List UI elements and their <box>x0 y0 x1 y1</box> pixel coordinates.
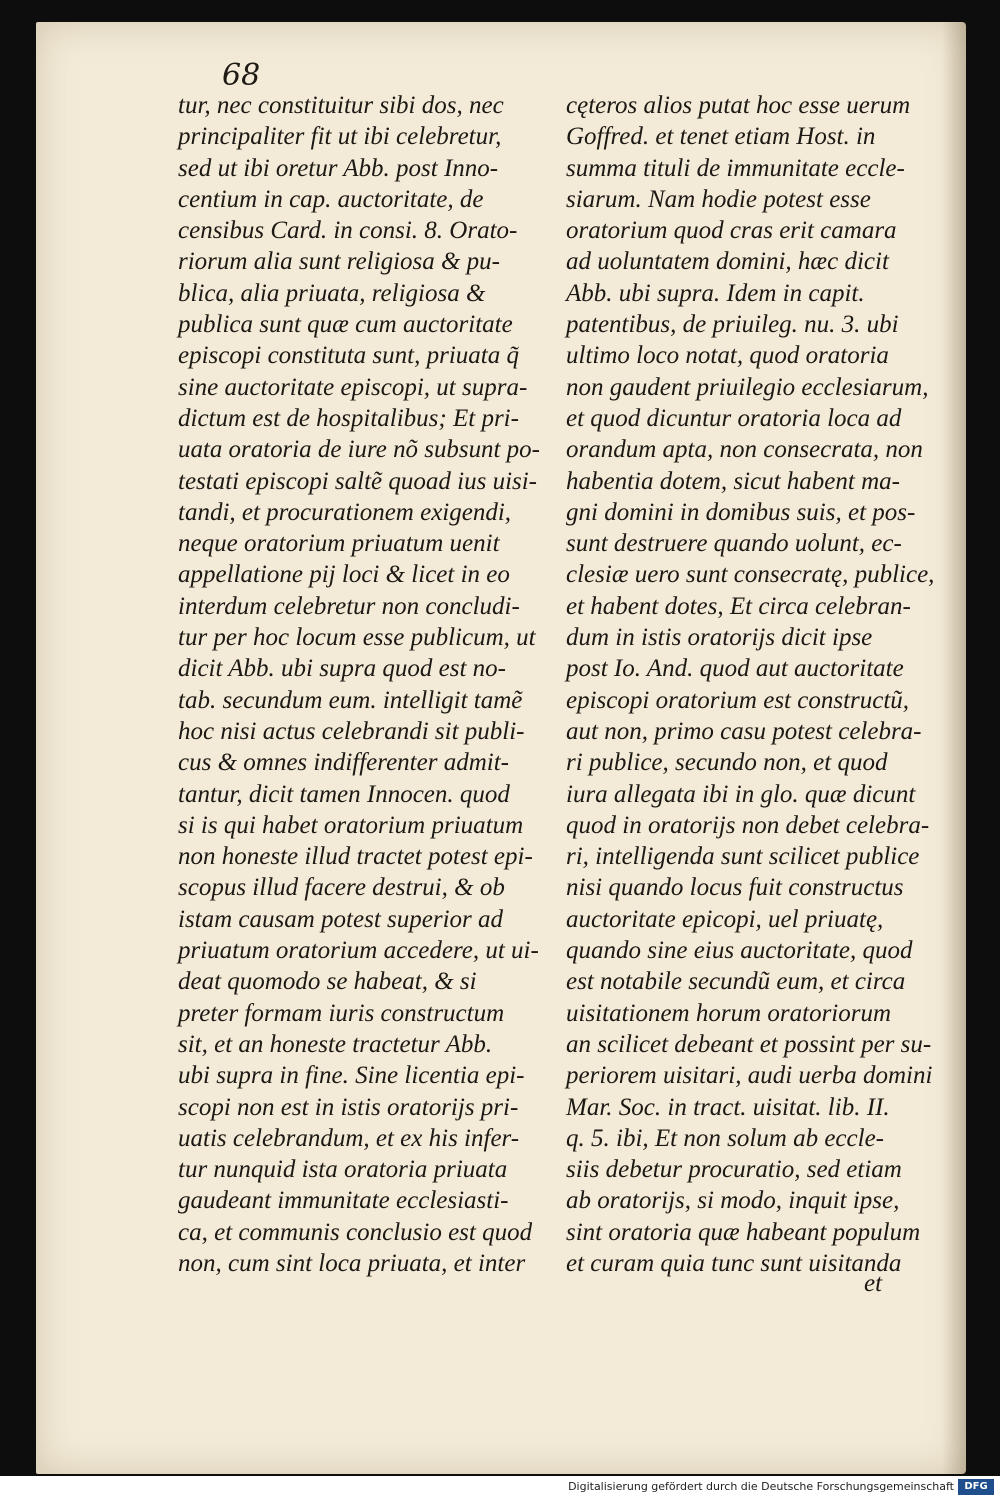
text-line: Mar. Soc. in tract. uisitat. lib. II. <box>566 1093 890 1121</box>
text-line: et curam quia tunc sunt uisitanda <box>566 1249 902 1277</box>
text-line: tab. secundum eum. intelligit tamẽ <box>178 686 523 714</box>
text-line: blica, alia priuata, religiosa & <box>178 279 486 307</box>
text-line: gaudeant immunitate ecclesiasti- <box>178 1187 509 1215</box>
text-line: iura allegata ibi in glo. quæ dicunt <box>566 780 916 808</box>
text-line: et habent dotes, Et circa celebran- <box>566 592 911 620</box>
dfg-logo: DFG <box>958 1479 994 1495</box>
text-line: deat quomodo se habeat, & si <box>178 968 477 996</box>
text-line: habentia dotem, sicut habent ma- <box>566 467 900 495</box>
text-line: ri publice, secundo non, et quod <box>566 749 888 777</box>
text-line: non gaudent priuilegio ecclesiarum, <box>566 373 929 401</box>
text-line: non honeste illud tractet potest epi- <box>178 843 533 871</box>
text-line: periorem uisitari, audi uerba domini <box>566 1062 933 1090</box>
text-line: patentibus, de priuileg. nu. 3. ubi <box>566 311 899 339</box>
text-line: principaliter fit ut ibi celebretur, <box>178 123 502 151</box>
text-line: nisi quando locus fuit constructus <box>566 874 904 902</box>
text-column-right <box>566 90 938 1279</box>
text-line: preter formam iuris constructum <box>178 999 505 1027</box>
text-line: aut non, primo casu potest celebra- <box>566 717 922 745</box>
text-line: scopus illud facere destrui, & ob <box>178 874 505 902</box>
book-page <box>36 22 966 1474</box>
text-line: neque oratorium priuatum uenit <box>178 530 500 558</box>
text-line: Goffred. et tenet etiam Host. in <box>566 123 876 151</box>
text-line: siarum. Nam hodie potest esse <box>566 185 871 213</box>
text-line: sine auctoritate episcopi, ut supra- <box>178 373 528 401</box>
text-line: si is qui habet oratorium priuatum <box>178 811 524 839</box>
text-line: episcopi constituta sunt, priuata q̃ <box>178 342 519 370</box>
text-line: clesiæ uero sunt consecratę, publice, <box>566 561 935 589</box>
text-line: cęteros alios putat hoc esse uerum <box>566 92 911 119</box>
footer-bar <box>0 1476 1000 1498</box>
text-line: hoc nisi actus celebrandi sit publi- <box>178 717 525 745</box>
text-line: an scilicet debeant et possint per su- <box>566 1030 932 1058</box>
text-line: sit, et an honeste tractetur Abb. <box>178 1030 493 1058</box>
page-edge-shadow <box>942 22 966 1474</box>
text-line: auctoritate epicopi, uel priuatę, <box>566 905 884 933</box>
text-line: uatis celebrandum, et ex his infer- <box>178 1124 520 1152</box>
text-line: cus & omnes indifferenter admit- <box>178 749 509 777</box>
text-line: priuatum oratorium accedere, ut ui- <box>178 937 539 965</box>
text-line: riorum alia sunt religiosa & pu- <box>178 248 501 276</box>
text-line: est notabile secundũ eum, et circa <box>566 968 906 996</box>
text-line: ca, et communis conclusio est quod <box>178 1218 533 1246</box>
text-line: uata oratoria de iure nõ subsunt po- <box>178 436 540 464</box>
text-line: ubi supra in fine. Sine licentia epi- <box>178 1062 525 1090</box>
text-line: dicit Abb. ubi supra quod est no- <box>178 655 507 683</box>
text-line: summa tituli de immunitate eccle- <box>566 154 905 182</box>
text-line: istam causam potest superior ad <box>178 905 503 933</box>
text-line: episcopi oratorium est constructũ, <box>566 686 910 714</box>
text-line: uisitationem horum oratoriorum <box>566 999 892 1027</box>
text-line: publica sunt quæ cum auctoritate <box>178 311 513 339</box>
text-line: non, cum sint loca priuata, et inter <box>178 1249 526 1277</box>
text-line: sint oratoria quæ habeant populum <box>566 1218 921 1246</box>
text-line: tur, nec constituitur sibi dos, nec <box>178 92 504 119</box>
text-line: sunt destruere quando uolunt, ec- <box>566 530 902 558</box>
text-line: appellatione pij loci & licet in eo <box>178 561 510 589</box>
text-line: post Io. And. quod aut auctoritate <box>566 655 904 683</box>
text-line: quod in oratorijs non debet celebra- <box>566 811 930 839</box>
text-line: ultimo loco notat, quod oratoria <box>566 342 889 370</box>
text-line: et quod dicuntur oratoria loca ad <box>566 404 902 432</box>
text-line: ab oratorijs, si modo, inquit ipse, <box>566 1187 900 1215</box>
catchword: et <box>864 1270 883 1297</box>
text-line: interdum celebretur non concludi- <box>178 592 520 620</box>
page-number: 68 <box>222 58 261 93</box>
text-line: dictum est de hospitalibus; Et pri- <box>178 404 519 432</box>
text-line: ri, intelligenda sunt scilicet publice <box>566 843 920 871</box>
text-line: dum in istis oratorijs dicit ipse <box>566 624 873 652</box>
text-line: ad uoluntatem domini, hæc dicit <box>566 248 889 276</box>
text-line: censibus Card. in consi. 8. Orato- <box>178 217 518 245</box>
text-line: tandi, et procurationem exigendi, <box>178 498 512 526</box>
text-line: q. 5. ibi, Et non solum ab eccle- <box>566 1124 884 1152</box>
text-line: scopi non est in istis oratorijs pri- <box>178 1093 519 1121</box>
text-line: tur per hoc locum esse publicum, ut <box>178 624 536 652</box>
text-line: centium in cap. auctoritate, de <box>178 185 484 213</box>
text-line: siis debetur procuratio, sed etiam <box>566 1156 902 1184</box>
text-line: testati episcopi saltẽ quoad ius uisi- <box>178 467 538 495</box>
text-column-left <box>178 90 540 1279</box>
text-line: Abb. ubi supra. Idem in capit. <box>566 279 865 307</box>
text-line: tur nunquid ista oratoria priuata <box>178 1156 508 1184</box>
text-line: oratorium quod cras erit camara <box>566 217 897 245</box>
funding-credit: Digitalisierung gefördert durch die Deutsche Forschungsgemeinschaft <box>568 1480 954 1493</box>
text-line: quando sine eius auctoritate, quod <box>566 937 913 965</box>
text-line: gni domini in domibus suis, et pos- <box>566 498 916 526</box>
text-line: orandum apta, non consecrata, non <box>566 436 923 464</box>
text-line: tantur, dicit tamen Innocen. quod <box>178 780 510 808</box>
text-line: sed ut ibi oretur Abb. post Inno- <box>178 154 499 182</box>
